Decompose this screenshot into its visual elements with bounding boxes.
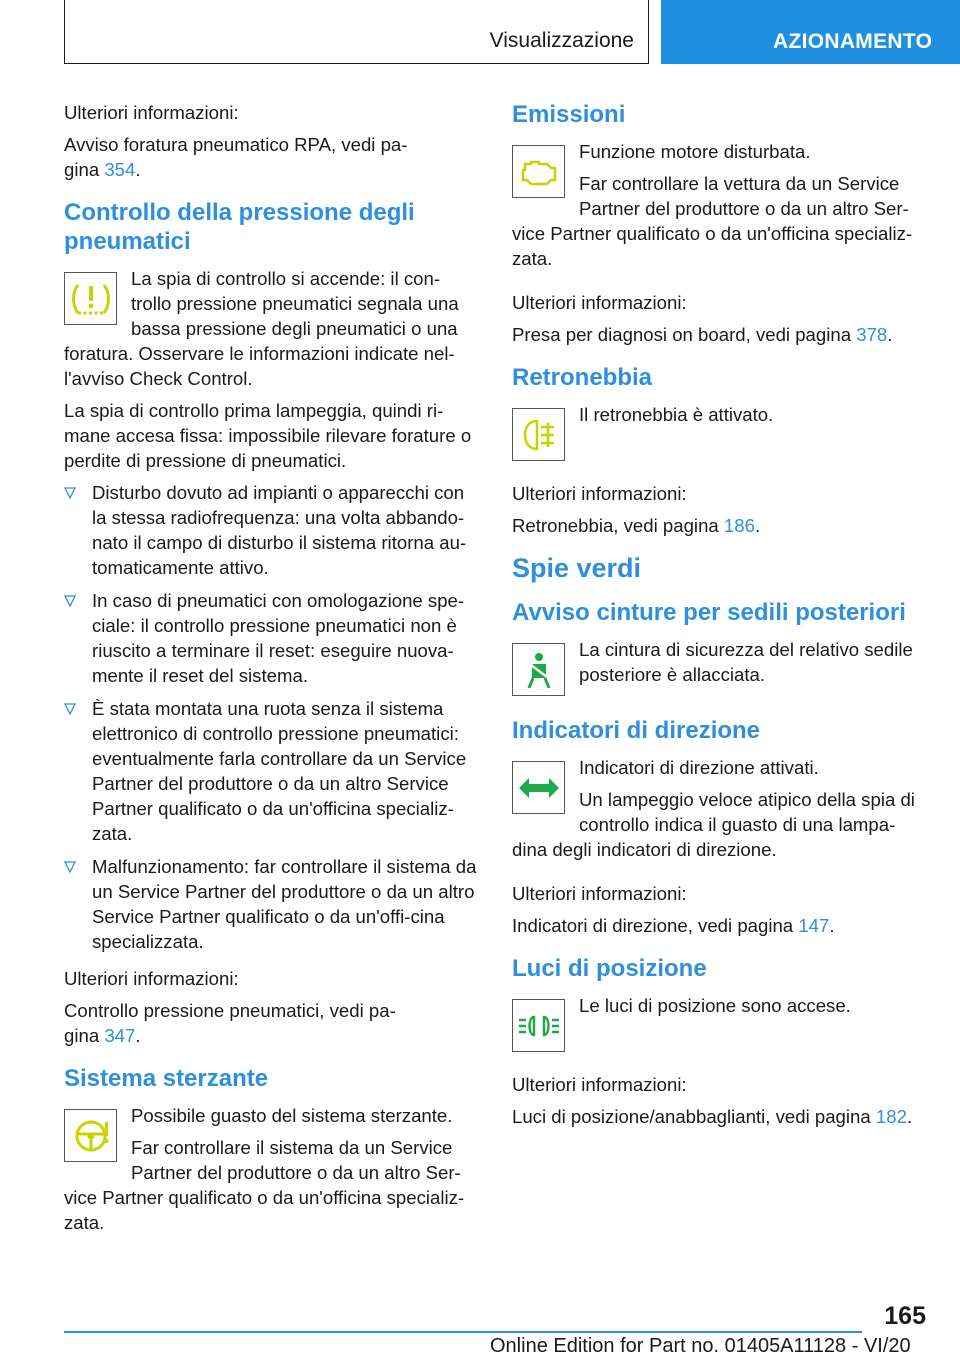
page-link-182[interactable]: 182 — [875, 1106, 907, 1127]
list-item: Malfunzionamento: far controllare il sistema da un Service Partner del produttore o da un altro Service Partner qualificato o da un'offi-cina specializzata. — [64, 854, 478, 954]
turn-heading: Indicatori di direzione — [512, 717, 761, 744]
tpms-paragraph-2: La spia di controllo prima lampeggia, quindi ri-mane accesa fissa: impossibile rilevare forature o perdite di pressione di pneumatici. — [64, 400, 472, 471]
left-column — [64, 100, 478, 1242]
more-info-label: Ulteriori informazioni: — [512, 292, 687, 313]
position-lights-icon — [512, 999, 565, 1052]
rear-fog-light-icon — [512, 408, 565, 461]
bullet-triangle-icon — [64, 595, 76, 607]
page-link-347[interactable]: 347 — [104, 1025, 136, 1046]
turn-paragraph-1: Indicatori di direzione attivati. — [579, 757, 819, 778]
tpms-bullet-list — [64, 480, 478, 954]
bullet-triangle-icon — [64, 703, 76, 715]
right-column — [512, 100, 926, 1136]
obd-reference: Presa per diagnosi on board, vedi pagina 378. — [512, 324, 893, 345]
seatbelt-icon — [512, 643, 565, 696]
position-lights-heading: Luci di posizione — [512, 955, 707, 982]
header-chapter-tab[interactable] — [661, 0, 960, 64]
edition-footer: Online Edition for Part no. 01405A11128 - VI/20 — [490, 1335, 911, 1357]
page-number: 165 — [884, 1302, 926, 1330]
turn-paragraph-2: Un lampeggio veloce atipico della spia di controllo indica il guasto di una lampa-dina degli indicatori di direzione. — [512, 789, 915, 860]
steering-paragraph-1: Possibile guasto del sistema sterzante. — [131, 1105, 453, 1126]
emissions-paragraph-2: Far controllare la vettura da un Service Partner del produttore o da un altro Ser-vice Partner qualificato o da un'officina specializ-zata. — [512, 173, 913, 269]
fog-reference: Retronebbia, vedi pagina 186. — [512, 515, 761, 536]
page-link-378[interactable]: 378 — [856, 324, 888, 345]
steering-paragraph-2: Far controllare il sistema da un Service Partner del produttore o da un altro Ser-vice Partner qualificato o da un'officina specializ-zata. — [64, 1137, 465, 1233]
belt-heading: Avviso cinture per sedili posteriori — [512, 599, 906, 626]
fog-paragraph-1: Il retronebbia è attivato. — [579, 404, 774, 425]
turn-signal-icon — [512, 761, 565, 814]
bullet-triangle-icon — [64, 487, 76, 499]
header-chapter-label: AZIONAMENTO — [773, 30, 933, 53]
more-info-label: Ulteriori informazioni: — [64, 968, 239, 989]
tpms-paragraph-1: La spia di controllo si accende: il con-trollo pressione pneumatici segnala una bassa pressione degli pneumatici o una foratura. Osservare le informazioni indicate nel-l'avviso Check Control. — [64, 268, 459, 389]
more-info-label: Ulteriori informazioni: — [512, 883, 687, 904]
header-section-label: Visualizzazione — [489, 29, 634, 52]
tpms-heading: Controllo della pressione degli pneumatici — [64, 199, 415, 255]
more-info-label: Ulteriori informazioni: — [512, 483, 687, 504]
page-link-354[interactable]: 354 — [104, 159, 136, 180]
header-section-tab — [64, 0, 649, 64]
position-lights-reference: Luci di posizione/anabbaglianti, vedi pagina 182. — [512, 1106, 913, 1127]
belt-paragraph-1: La cintura di sicurezza del relativo sedile posteriore è allacciata. — [579, 639, 913, 685]
tire-pressure-warning-icon — [64, 272, 117, 325]
page-link-147[interactable]: 147 — [798, 915, 830, 936]
page-link-186[interactable]: 186 — [723, 515, 755, 536]
list-item: Disturbo dovuto ad impianti o apparecchi con la stessa radiofrequenza: una volta abbando-nato il campo di disturbo il sistema ritorna au-tomaticamente attivo. — [64, 480, 478, 580]
fog-heading: Retronebbia — [512, 364, 653, 391]
bullet-triangle-icon — [64, 861, 76, 873]
list-item: È stata montata una ruota senza il sistema elettronico di controllo pressione pneumatici: eventualmente farla controllare da un Service Partner del produttore o da un altro Service Partner qualificato o da un'officina specializ-zata. — [64, 696, 478, 846]
tpms-reference: Controllo pressione pneumatici, vedi pa- gina 347. — [64, 1000, 396, 1046]
steering-heading: Sistema sterzante — [64, 1065, 269, 1092]
rpa-reference: Avviso foratura pneumatico RPA, vedi pa- gina 354. — [64, 134, 408, 180]
footer-divider — [64, 1331, 862, 1333]
more-info-label: Ulteriori informazioni: — [512, 1074, 687, 1095]
list-item: In caso di pneumatici con omologazione spe-ciale: il controllo pressione pneumatici non è riuscito a terminare il reset: eseguire nuova-mente il reset del sistema. — [64, 588, 478, 688]
emissions-heading: Emissioni — [512, 101, 626, 128]
engine-check-icon — [512, 145, 565, 198]
more-info-label: Ulteriori informazioni: — [64, 102, 239, 123]
position-lights-paragraph-1: Le luci di posizione sono accese. — [579, 995, 851, 1016]
emissions-paragraph-1: Funzione motore disturbata. — [579, 141, 811, 162]
turn-reference: Indicatori di direzione, vedi pagina 147. — [512, 915, 835, 936]
green-lights-heading: Spie verdi — [512, 553, 642, 583]
steering-warning-icon — [64, 1109, 117, 1162]
